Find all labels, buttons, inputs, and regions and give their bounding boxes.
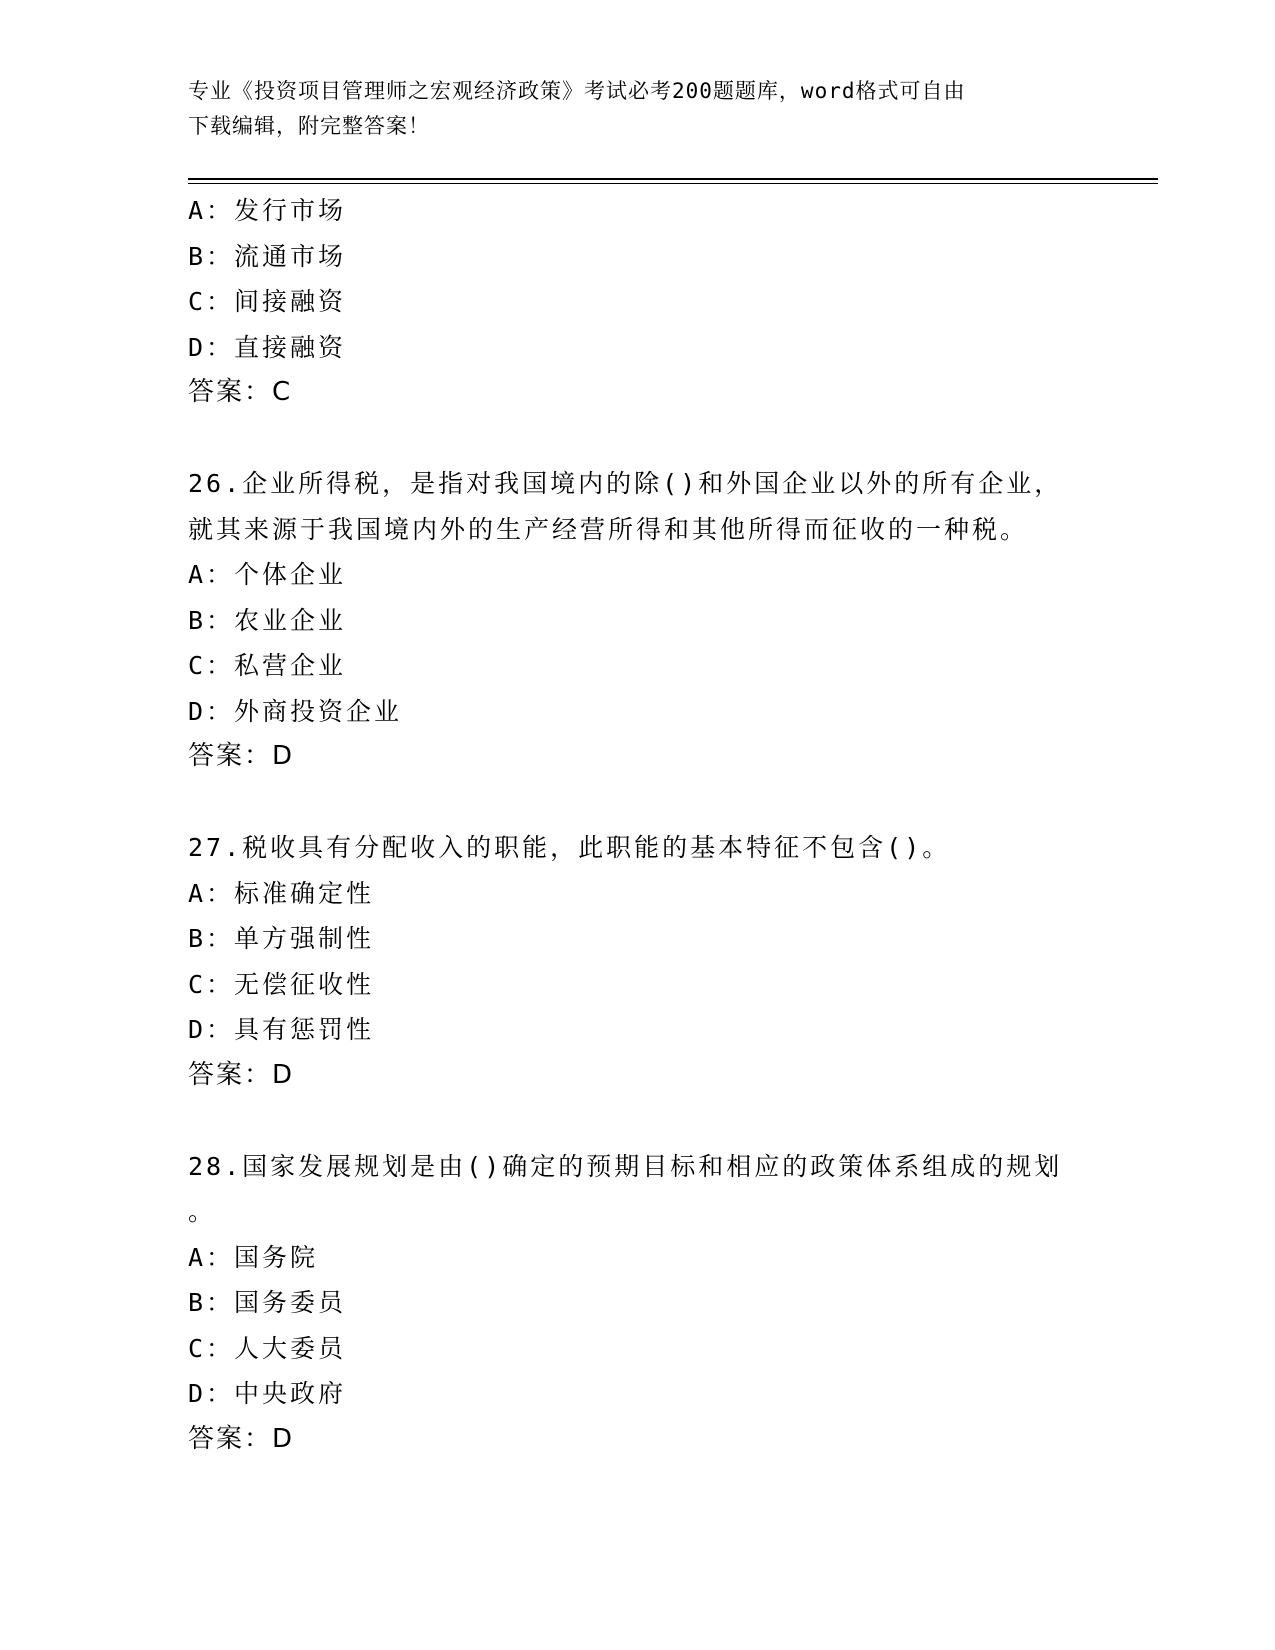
question-28 [188, 1144, 1088, 1463]
option-c: C：人大委员 [188, 1333, 347, 1363]
option-d: D：具有惩罚性 [188, 1015, 375, 1044]
question-27 [188, 825, 1088, 1098]
spacer [188, 416, 1088, 462]
option-a: A：个体企业 [188, 560, 347, 589]
question-stem: 。 [188, 1197, 217, 1226]
option-a: A：发行市场 [188, 196, 347, 225]
question-25 [188, 188, 1088, 416]
option-c: C：间接融资 [188, 287, 347, 316]
header-line-1: 专业《投资项目管理师之宏观经济政策》考试必考200题题库，word格式可自由 [188, 79, 966, 103]
option-c: C：私营企业 [188, 651, 347, 680]
header-divider-thin [188, 183, 1158, 184]
answer: 答案：D [188, 1423, 295, 1454]
question-stem: 就其来源于我国境内外的生产经营所得和其他所得而征收的一种税。 [188, 514, 1029, 544]
question-list [188, 188, 1088, 1462]
answer: 答案：D [188, 741, 295, 771]
document-header [188, 74, 1068, 144]
option-d: D：中央政府 [188, 1379, 347, 1408]
header-divider-thick [188, 178, 1158, 180]
header-line-2: 下载编辑，附完整答案！ [188, 114, 430, 138]
option-c: C：无偿征收性 [188, 969, 375, 999]
answer: 答案：D [188, 1059, 295, 1090]
option-b: B：国务委员 [188, 1288, 347, 1317]
option-b: B：农业企业 [188, 605, 347, 635]
option-b: B：单方强制性 [188, 924, 375, 953]
option-b: B：流通市场 [188, 241, 347, 271]
answer: 答案：C [188, 377, 293, 407]
spacer [188, 780, 1088, 826]
option-a: A：国务院 [188, 1242, 319, 1272]
question-stem: 26.企业所得税，是指对我国境内的除()和外国企业以外的所有企业， [188, 469, 1063, 498]
option-a: A：标准确定性 [188, 878, 375, 908]
question-stem: 27.税收具有分配收入的职能，此职能的基本特征不包含()。 [188, 833, 951, 862]
option-d: D：外商投资企业 [188, 696, 403, 726]
spacer [188, 1098, 1088, 1144]
option-d: D：直接融资 [188, 332, 347, 362]
question-26 [188, 461, 1088, 780]
question-stem: 28.国家发展规划是由()确定的预期目标和相应的政策体系组成的规划 [188, 1151, 1063, 1181]
